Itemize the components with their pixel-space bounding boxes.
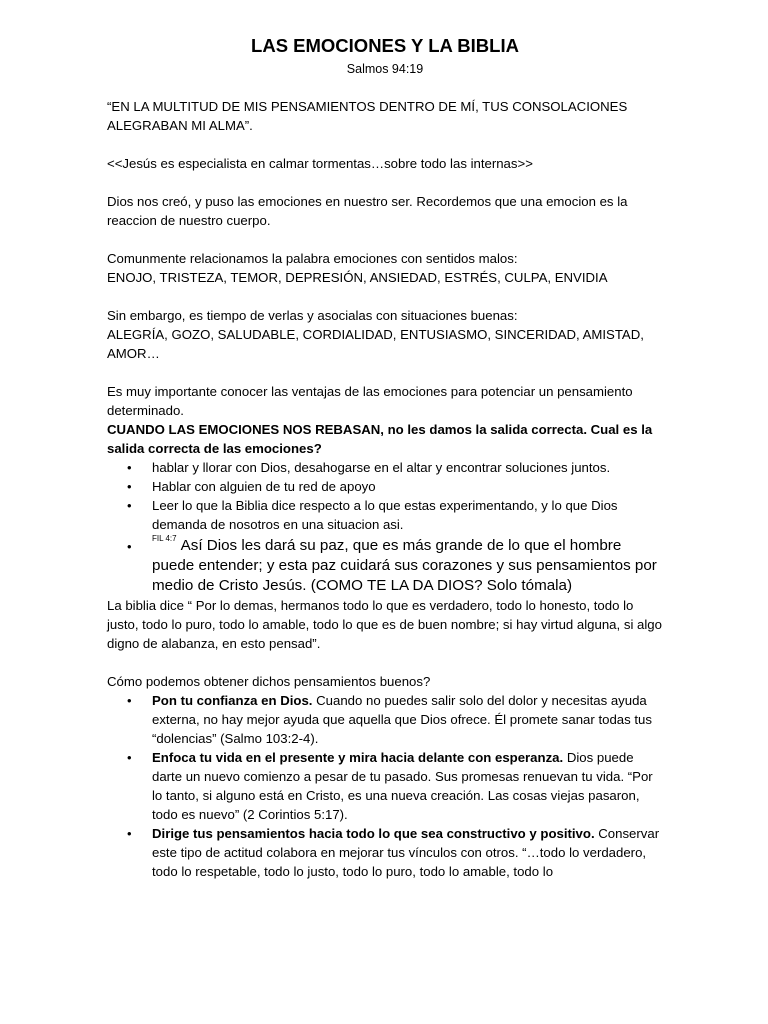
bullet-icon: • (127, 460, 132, 475)
bullet-icon: • (127, 693, 132, 708)
bullet-icon: • (127, 750, 132, 765)
list-item (107, 824, 663, 881)
positive-intro: Sin embargo, es tiempo de verlas y asocialas con situaciones buenas: (107, 308, 518, 323)
bullet-icon: • (127, 479, 132, 494)
tip-heading: Pon tu confianza en Dios. (152, 693, 313, 708)
how-question: Cómo podemos obtener dichos pensamientos buenos? (107, 674, 431, 689)
tip-heading: Enfoca tu vida en el presente y mira hacia delante con esperanza. (152, 750, 564, 765)
negative-emotions-list: ENOJO, TRISTEZA, TEMOR, DEPRESIÓN, ANSIEDAD, ESTRÉS, CULPA, ENVIDIA (107, 270, 608, 285)
tips-list (107, 691, 663, 881)
outlets-list (107, 458, 663, 596)
positive-emotions-list: ALEGRÍA, GOZO, SALUDABLE, CORDIALIDAD, ENTUSIASMO, SINCERIDAD, AMISTAD, AMOR… (107, 327, 644, 361)
tip-text: Cuando no puedes salir solo del dolor y necesitas ayuda externa, no hay mejor ayuda que aquella que Dios ofrece. Él promete sanar todas tus “dolencias” (Salmo 103:2-4). (152, 693, 652, 746)
tip-heading: Dirige tus pensamientos hacia todo lo que sea constructivo y positivo. (152, 826, 595, 841)
verse-text: Así Dios les dará su paz, que es más grande de lo que el hombre puede entender; y esta paz cuidará sus corazones y sus pensamientos por medio de Cristo Jesús. (COMO TE LA DA DIOS? Solo tómala) (152, 537, 657, 594)
list-item-verse (107, 536, 663, 596)
scripture-reference: Salmos 94:19 (346, 62, 424, 76)
intro-paragraph: Dios nos creó, y puso las emociones en nuestro ser. Recordemos que una emocion es la reaccion de nuestro cuerpo. (107, 194, 628, 228)
list-item (107, 748, 663, 824)
list-item (107, 477, 663, 496)
list-item-text: Hablar con alguien de tu red de apoyo (152, 479, 376, 494)
bible-says-paragraph: La biblia dice “ Por lo demas, hermanos todo lo que es verdadero, todo lo honesto, todo lo justo, todo lo puro, todo lo amable, todo lo que es de buen nombre; si hay virtud alguna, si algo digno de alabanza, en esto pensad”. (107, 598, 662, 651)
tagline-paragraph: <<Jesús es especialista en calmar tormentas…sobre todo las internas>> (107, 156, 533, 171)
list-item-text: Leer lo que la Biblia dice respecto a lo que estas experimentando, y lo que Dios demanda de nosotros en una situacion asi. (152, 498, 618, 532)
bullet-icon: • (127, 498, 132, 513)
bullet-icon: • (127, 826, 132, 841)
list-item-text: hablar y llorar con Dios, desahogarse en el altar y encontrar soluciones juntos. (152, 460, 611, 475)
verse-reference: FIL 4:7 (152, 534, 177, 543)
list-item (107, 691, 663, 748)
document-title: LAS EMOCIONES Y LA BIBLIA (251, 35, 519, 56)
importance-paragraph: Es muy importante conocer las ventajas de las emociones para potenciar un pensamiento determinado. (107, 384, 633, 418)
bullet-icon: • (127, 539, 132, 554)
tip-text: Conservar este tipo de actitud colabora en mejorar tus vínculos con otros. “…todo lo verdadero, todo lo respetable, todo lo justo, todo lo puro, todo lo amable, todo lo (152, 826, 660, 879)
quote-paragraph: “EN LA MULTITUD DE MIS PENSAMIENTOS DENTRO DE MÍ, TUS CONSOLACIONES ALEGRABAN MI ALMA”. (107, 99, 628, 133)
list-item (107, 458, 663, 477)
list-item (107, 496, 663, 534)
negative-intro: Comunmente relacionamos la palabra emociones con sentidos malos: (107, 251, 518, 266)
tip-text: Dios puede darte un nuevo comienzo a pesar de tu pasado. Sus promesas renuevan tu vida. “Por lo tanto, si alguno está en Cristo, es una nueva creación. Las cosas viejas pasaron, todo es nuevo” (2 Corintios 5:17). (152, 750, 653, 822)
overflow-question: CUANDO LAS EMOCIONES NOS REBASAN, no les damos la salida correcta. Cual es la salida correcta de las emociones? (107, 422, 653, 456)
